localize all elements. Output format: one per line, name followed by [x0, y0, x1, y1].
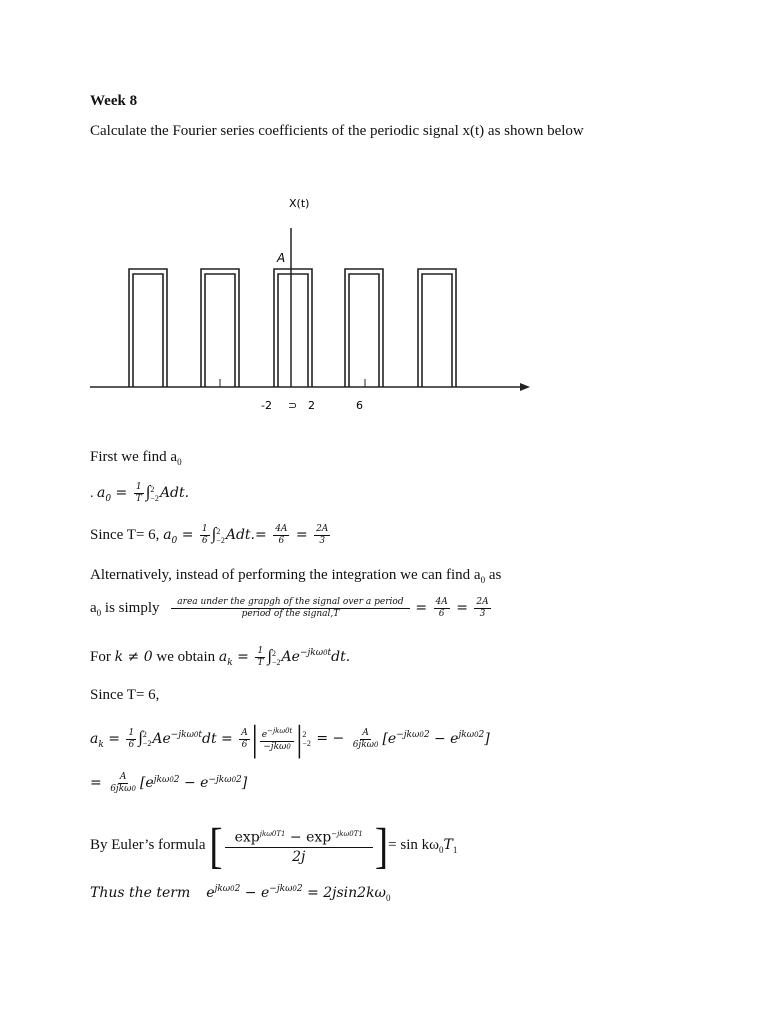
pulse-4 — [345, 269, 383, 387]
alternative-text: Alternatively, instead of performing the integration we can find $a_0$ as — [90, 567, 502, 585]
ak-formula: For k ≠ 0 we obtain $a_k$ = $\frac{1}{T}$ ∫ 2 −2 $Ae^{-jk\omega 0t}dt$. — [90, 646, 351, 669]
pulse-3 — [274, 269, 312, 387]
page-heading: Week 8 — [90, 93, 138, 109]
pulse-2 — [201, 269, 239, 387]
euler-formula: By Euler’s formula [ $\frac{\exp^{jk\omega 0T1} - \exp^{-jk\omega 0T1}}{2j}$ ]= $\sin k\omega_0T_1$ — [90, 817, 458, 874]
a0-formula: . $a_0$ = $\frac{1}{T}$ ∫ 2 −2 Adt. — [90, 482, 190, 505]
amplitude-label: A — [277, 251, 286, 265]
tick-label: 6 — [356, 399, 363, 412]
x-axis-arrow — [520, 383, 530, 391]
pulse-1 — [129, 269, 167, 387]
ak-simplified: = $\frac{A}{\text{6jkω0}}$ $[e^{jk\omega 02} - e^{-jk\omega 02}]$ — [90, 772, 248, 794]
tick-label: -2 — [261, 399, 272, 412]
tick-label: 2 — [308, 399, 315, 412]
pulse-5 — [418, 269, 456, 387]
a0-simply-line: $a_0$ is simply $\frac{\text{area under the grapgh of the signal over a period}}{\text{period of the signal,T}}$ = $\frac{4A}{6}$ = $\frac{2A}{3}$ — [90, 597, 489, 619]
question-text: Calculate the Fourier series coefficients of the periodic signal x(t) as shown below — [90, 123, 584, 139]
since-t-line: Since T= 6, — [90, 687, 160, 703]
signal-plot — [85, 190, 535, 420]
tick-label: ⊃ — [288, 399, 298, 412]
a0-computation: Since T= 6, $a_0$ = $\frac{1}{6}$ ∫ 2 −2 Adt.= $\frac{4A}{6}$ = $\frac{2A}{3}$ — [90, 524, 329, 547]
y-axis-label: X(t) — [289, 197, 310, 210]
thus-term: Thus the term $e^{jk\omega 02} - e^{-jk\omega 02} = 2jsin2k\omega_0$ — [90, 884, 391, 904]
first-find-line: First we find $a_0$ — [90, 449, 182, 467]
ak-expansion: $a_k$ = $\frac{1}{6}$ ∫ 2 −2 $Ae^{-jk\omega 0t}dt$ = $\frac{A}{6}$ | $\frac{e^{-jk\omega 0t}}{\text{−jkω0}}$ | 2 −2 = − $\frac{A}{\text{6jkω0}}$ $[e^{-jk\omega 02} - e^{jk\omega 02}]$ — [90, 717, 490, 759]
